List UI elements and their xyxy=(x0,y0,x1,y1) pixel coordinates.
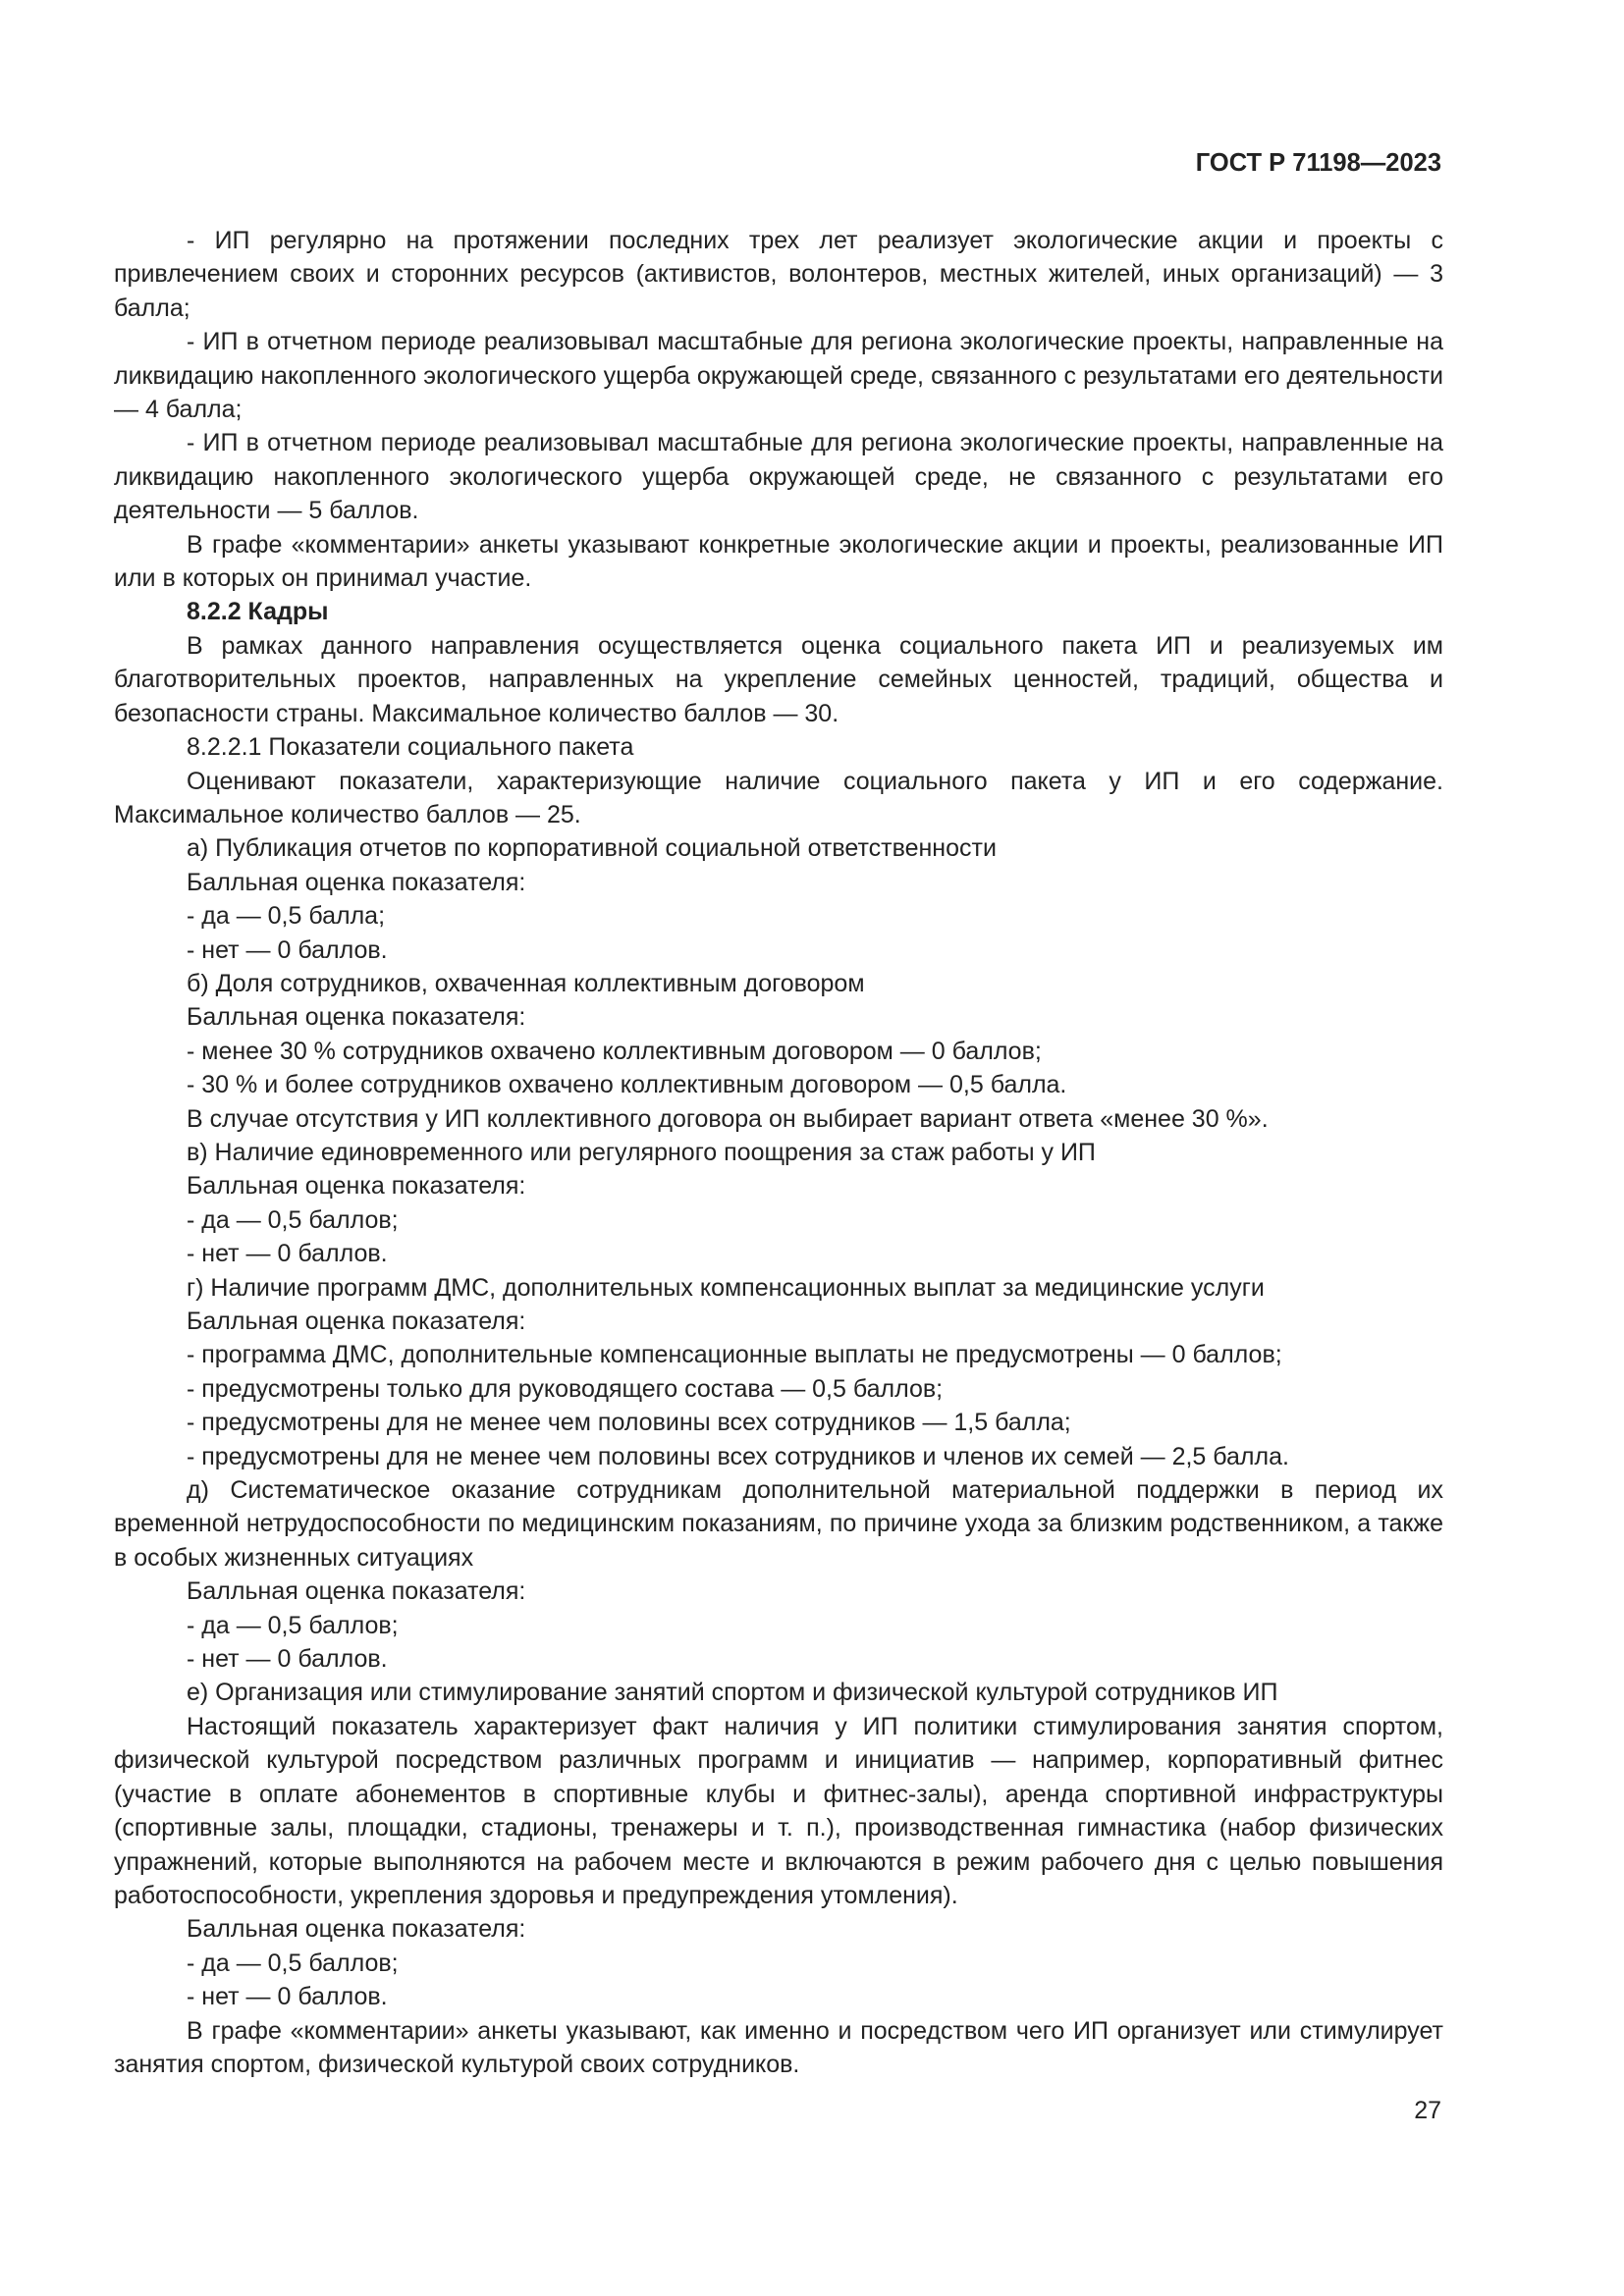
paragraph: - ИП в отчетном периоде реализовывал масштабные для региона экологические проекты, направленные на ликвидацию накопленного экологического ущерба окружающей среде, связанного с результатами его деятельности — 4 балла; xyxy=(114,328,1443,424)
list-line: В случае отсутствия у ИП коллективного договора он выбирает вариант ответа «менее 30 %». xyxy=(187,1104,1269,1133)
section-heading: 8.2.2 Кадры xyxy=(187,598,329,626)
page-number: 27 xyxy=(1414,2097,1441,2124)
paragraph: д) Систематическое оказание сотрудникам дополнительной материальной поддержки в период их временной нетрудоспособности по медицинским показаниям, по причине ухода за близким родственником, а также в особых жизненных ситуациях xyxy=(114,1476,1443,1572)
list-line: г) Наличие программ ДМС, дополнительных компенсационных выплат за медицинские услуги xyxy=(187,1273,1265,1302)
list-line: - да — 0,5 баллов; xyxy=(187,1205,399,1234)
list-line: - да — 0,5 баллов; xyxy=(187,1611,399,1639)
list-line: - нет — 0 баллов. xyxy=(187,935,388,964)
paragraph: - ИП в отчетном периоде реализовывал масштабные для региона экологические проекты, направленные на ликвидацию накопленного экологического ущерба окружающей среде, не связанного с результатами его деятельности — 5 баллов. xyxy=(114,429,1443,525)
paragraph: Оценивают показатели, характеризующие наличие социального пакета у ИП и его содержание. Максимальное количество баллов — 25. xyxy=(114,767,1443,828)
document-header: ГОСТ Р 71198—2023 xyxy=(1195,149,1441,177)
list-line: - да — 0,5 баллов; xyxy=(187,1949,399,1977)
list-line: Балльная оценка показателя: xyxy=(187,1172,526,1201)
paragraph: 8.2.2.1 Показатели социального пакета xyxy=(187,733,634,762)
list-line: - программа ДМС, дополнительные компенсационные выплаты не предусмотрены — 0 баллов; xyxy=(187,1341,1282,1369)
list-line: Балльная оценка показателя: xyxy=(187,1003,526,1032)
list-line: е) Организация или стимулирование занятий спортом и физической культурой сотрудников ИП xyxy=(187,1679,1278,1707)
list-line: Балльная оценка показателя: xyxy=(187,1915,526,1944)
list-line: - нет — 0 баллов. xyxy=(187,1645,388,1674)
paragraph: Настоящий показатель характеризует факт наличия у ИП политики стимулирования занятия спортом, физической культурой посредством различных программ и инициатив — например, корпоративный фитнес (участие в оплате абонементов в спортивные клубы и фитнес-залы), аренда спортивной инфраструктуры (спортивные залы, площадки, стадионы, тренажеры и т. п.), производственная гимнастика (набор физических упражнений, которые выполняются на рабочем месте и включаются в режим рабочего дня с целью повышения работоспособности, укрепления здоровья и предупреждения утомления). xyxy=(114,1712,1443,1909)
paragraph: В рамках данного направления осуществляется оценка социального пакета ИП и реализуемых им благотворительных проектов, направленных на укрепление семейных ценностей, традиций, общества и безопасности страны. Максимальное количество баллов — 30. xyxy=(114,631,1443,727)
list-line: - предусмотрены для не менее чем половины всех сотрудников и членов их семей — 2,5 балла. xyxy=(187,1442,1289,1470)
paragraph: - ИП регулярно на протяжении последних трех лет реализует экологические акции и проекты с привлечением своих и сторонних ресурсов (активистов, волонтеров, местных жителей, иных организаций) — 3 балла; xyxy=(114,227,1443,322)
list-line: б) Доля сотрудников, охваченная коллективным договором xyxy=(187,969,865,997)
list-line: - да — 0,5 балла; xyxy=(187,902,386,931)
list-line: а) Публикация отчетов по корпоративной социальной ответственности xyxy=(187,834,997,863)
list-line: - 30 % и более сотрудников охвачено коллективным договором — 0,5 балла. xyxy=(187,1071,1067,1099)
list-line: - менее 30 % сотрудников охвачено коллективным договором — 0 баллов; xyxy=(187,1037,1042,1065)
list-line: Балльная оценка показателя: xyxy=(187,1308,526,1335)
list-line: Балльная оценка показателя: xyxy=(187,1577,526,1606)
list-line: - предусмотрены только для руководящего состава — 0,5 баллов; xyxy=(187,1374,944,1403)
list-line: - нет — 0 баллов. xyxy=(187,1983,388,2011)
paragraph: В графе «комментарии» анкеты указывают конкретные экологические акции и проекты, реализованные ИП или в которых он принимал участие. xyxy=(114,530,1443,593)
list-line: Балльная оценка показателя: xyxy=(187,868,526,896)
paragraph: В графе «комментарии» анкеты указывают, как именно и посредством чего ИП организует или стимулирует занятия спортом, физической культурой своих сотрудников. xyxy=(114,2016,1443,2078)
list-line: в) Наличие единовременного или регулярного поощрения за стаж работы у ИП xyxy=(187,1138,1096,1166)
list-line: - нет — 0 баллов. xyxy=(187,1240,388,1268)
list-line: - предусмотрены для не менее чем половины всех сотрудников — 1,5 балла; xyxy=(187,1409,1071,1437)
document-body xyxy=(114,224,1443,2081)
